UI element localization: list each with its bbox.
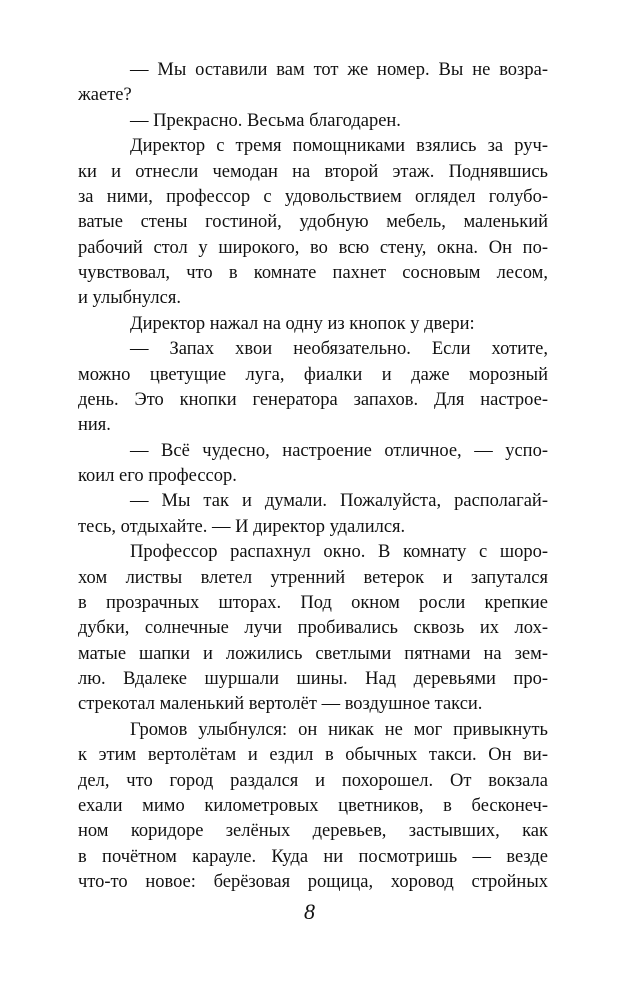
text-line: ки и отнесли чемодан на второй этаж. Поднявшись bbox=[78, 161, 548, 182]
text-line: — Мы так и думали. Пожалуйста, располагай- bbox=[130, 491, 548, 512]
text-line: Директор нажал на одну из кнопок у двери: bbox=[130, 313, 475, 334]
text-line: день. Это кнопки генератора запахов. Для настрое- bbox=[78, 389, 548, 410]
text-line: что-то новое: берёзовая рощица, хоровод стройных bbox=[78, 872, 548, 892]
text-line: чувствовал, что в комнате пахнет сосновым лесом, bbox=[78, 263, 548, 283]
text-line: дел, что город раздался и похорошел. От вокзала bbox=[78, 770, 548, 791]
text-line: матые шапки и ложились светлыми пятнами на зем- bbox=[78, 643, 548, 664]
text-line: лю. Вдалеке шуршали шины. Над деревьями про- bbox=[78, 669, 548, 689]
text-line: в прозрачных шторах. Под окном росли крепкие bbox=[78, 592, 548, 613]
text-line: стрекотал маленький вертолёт — воздушное такси. bbox=[78, 694, 483, 715]
text-line: тесь, отдыхайте. — И директор удалился. bbox=[78, 516, 406, 537]
text-line: ном коридоре зелёных деревьев, застывших, как bbox=[78, 821, 548, 842]
text-line: коил его профессор. bbox=[78, 466, 237, 486]
text-line: за ними, профессор с удовольствием оглядел голубо- bbox=[78, 186, 548, 207]
text-line: рабочий стол у широкого, во всю стену, окна. Он по- bbox=[78, 237, 548, 258]
text-line: Громов улыбнулся: он никак не мог привыкнуть bbox=[130, 719, 548, 740]
text-line: Профессор распахнул окно. В комнату с шоро- bbox=[130, 542, 548, 563]
text-line: — Мы оставили вам тот же номер. Вы не возра- bbox=[130, 60, 548, 80]
text-line: — Всё чудесно, настроение отличное, — успо- bbox=[130, 440, 548, 461]
text-line: дубки, солнечные лучи пробивались сквозь их лох- bbox=[78, 618, 548, 639]
page-number: 8 bbox=[304, 899, 315, 924]
text-line: к этим вертолётам и ездил в обычных такси. Он ви- bbox=[78, 745, 548, 766]
text-line: ния. bbox=[78, 415, 111, 436]
text-line: — Прекрасно. Весьма благодарен. bbox=[130, 110, 401, 131]
text-line: жаете? bbox=[78, 85, 132, 106]
text-line: — Запах хвои необязательно. Если хотите, bbox=[130, 339, 548, 360]
text-line: в почётном карауле. Куда ни посмотришь — везде bbox=[78, 846, 548, 867]
text-line: и улыбнулся. bbox=[78, 288, 181, 309]
text-line: Директор с тремя помощниками взялись за руч- bbox=[130, 136, 548, 157]
text-line: ехали мимо километровых цветников, в бесконеч- bbox=[78, 795, 548, 816]
text-line: хом листвы влетел утренний ветерок и запутался bbox=[78, 567, 548, 588]
text-line: ватые стены гостиной, удобную мебель, маленький bbox=[78, 212, 548, 233]
text-line: можно цветущие луга, фиалки и даже морозный bbox=[78, 364, 548, 385]
